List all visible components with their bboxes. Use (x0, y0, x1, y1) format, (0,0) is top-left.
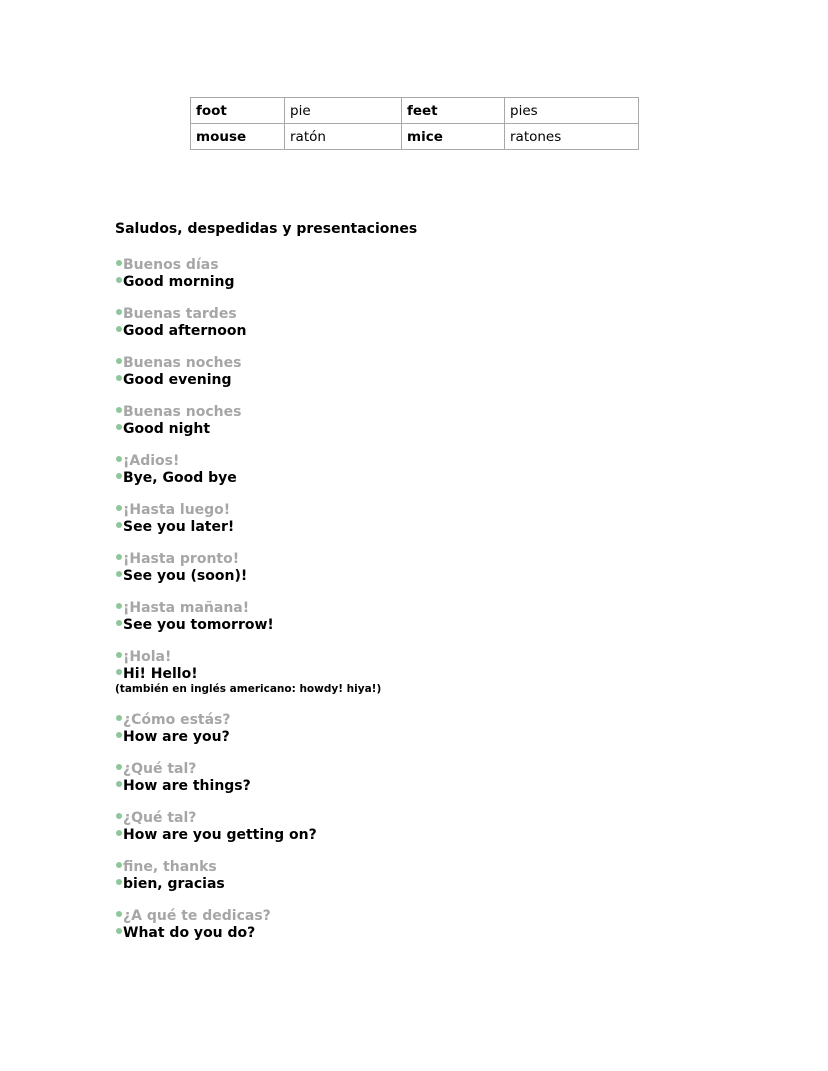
bullet-icon (116, 407, 122, 413)
english-phrase (116, 666, 381, 683)
phrase-pair (116, 306, 381, 339)
english-phrase (116, 729, 381, 746)
spanish-phrase (116, 761, 381, 778)
bullet-icon (116, 928, 122, 934)
spanish-text: ¿Qué tal? (123, 810, 197, 826)
phrase-list (116, 257, 381, 957)
english-text: Good afternoon (123, 322, 247, 339)
plural-translation-cell: pies (505, 98, 639, 124)
bullet-icon (116, 813, 122, 819)
bullet-icon (116, 424, 122, 430)
phrase-pair (116, 355, 381, 388)
english-phrase (116, 925, 381, 942)
english-phrase (116, 827, 381, 844)
plural-nouns-table (190, 97, 639, 150)
bullet-icon (116, 764, 122, 770)
english-text: How are you? (123, 728, 230, 745)
singular-cell: mouse (191, 124, 285, 150)
plural-cell: mice (402, 124, 505, 150)
phrase-pair (116, 810, 381, 843)
phrase-pair (116, 502, 381, 535)
bullet-icon (116, 505, 122, 511)
bullet-icon (116, 830, 122, 836)
english-text: How are things? (123, 777, 251, 794)
english-text: Good morning (123, 273, 235, 290)
phrase-pair (116, 404, 381, 437)
english-phrase (116, 372, 381, 389)
phrase-pair (116, 257, 381, 290)
spanish-text: ¡Adios! (123, 453, 180, 469)
bullet-icon (116, 456, 122, 462)
english-text: See you later! (123, 518, 235, 535)
bullet-icon (116, 862, 122, 868)
english-phrase (116, 876, 381, 893)
bullet-icon (116, 669, 122, 675)
bullet-icon (116, 879, 122, 885)
english-text: Hi! Hello! (123, 665, 198, 682)
spanish-phrase (116, 600, 381, 617)
spanish-phrase (116, 502, 381, 519)
bullet-icon (116, 260, 122, 266)
spanish-text: ¡Hasta mañana! (123, 600, 250, 616)
spanish-phrase (116, 404, 381, 421)
english-phrase (116, 274, 381, 291)
spanish-text: ¿A qué te dedicas? (123, 908, 271, 924)
bullet-icon (116, 473, 122, 479)
section-title: Saludos, despedidas y presentaciones (115, 221, 418, 237)
english-phrase (116, 421, 381, 438)
bullet-icon (116, 554, 122, 560)
english-text: Bye, Good bye (123, 469, 237, 486)
spanish-text: ¡Hasta pronto! (123, 551, 240, 567)
spanish-text: ¡Hola! (123, 649, 172, 665)
bullet-icon (116, 277, 122, 283)
spanish-text: ¿Cómo estás? (123, 712, 231, 728)
phrase-pair (116, 551, 381, 584)
singular-translation-cell: pie (285, 98, 402, 124)
spanish-phrase (116, 257, 381, 274)
english-text: What do you do? (123, 924, 256, 941)
english-phrase (116, 323, 381, 340)
english-text: bien, gracias (123, 875, 225, 892)
spanish-phrase (116, 551, 381, 568)
bullet-icon (116, 781, 122, 787)
phrase-pair (116, 453, 381, 486)
english-phrase (116, 568, 381, 585)
spanish-text: ¡Hasta luego! (123, 502, 231, 518)
english-text: See you tomorrow! (123, 616, 274, 633)
table-row (191, 124, 639, 150)
bullet-icon (116, 309, 122, 315)
spanish-phrase (116, 306, 381, 323)
english-phrase (116, 778, 381, 795)
bullet-icon (116, 715, 122, 721)
english-phrase (116, 519, 381, 536)
bullet-icon (116, 522, 122, 528)
english-text: How are you getting on? (123, 826, 317, 843)
spanish-text: fine, thanks (123, 859, 217, 875)
spanish-phrase (116, 355, 381, 372)
singular-translation-cell: ratón (285, 124, 402, 150)
english-text: Good evening (123, 371, 232, 388)
table-row (191, 98, 639, 124)
english-text: See you (soon)! (123, 567, 248, 584)
phrase-pair (116, 712, 381, 745)
spanish-text: Buenos días (123, 257, 219, 273)
bullet-icon (116, 603, 122, 609)
phrase-pair (116, 600, 381, 633)
spanish-text: Buenas tardes (123, 306, 237, 322)
bullet-icon (116, 652, 122, 658)
phrase-pair (116, 859, 381, 892)
bullet-icon (116, 911, 122, 917)
bullet-icon (116, 326, 122, 332)
phrase-pair (116, 908, 381, 941)
spanish-text: Buenas noches (123, 355, 242, 371)
plural-translation-cell: ratones (505, 124, 639, 150)
spanish-phrase (116, 859, 381, 876)
bullet-icon (116, 620, 122, 626)
english-phrase (116, 617, 381, 634)
spanish-phrase (116, 712, 381, 729)
spanish-text: ¿Qué tal? (123, 761, 197, 777)
bullet-icon (116, 571, 122, 577)
plural-cell: feet (402, 98, 505, 124)
english-phrase (116, 470, 381, 487)
english-text: Good night (123, 420, 211, 437)
spanish-phrase (116, 453, 381, 470)
spanish-text: Buenas noches (123, 404, 242, 420)
spanish-phrase (116, 810, 381, 827)
bullet-icon (116, 375, 122, 381)
bullet-icon (116, 358, 122, 364)
spanish-phrase (116, 908, 381, 925)
singular-cell: foot (191, 98, 285, 124)
phrase-note: (también en inglés americano: howdy! hiya!) (115, 683, 382, 695)
bullet-icon (116, 732, 122, 738)
phrase-pair (116, 649, 381, 696)
spanish-phrase (116, 649, 381, 666)
phrase-pair (116, 761, 381, 794)
